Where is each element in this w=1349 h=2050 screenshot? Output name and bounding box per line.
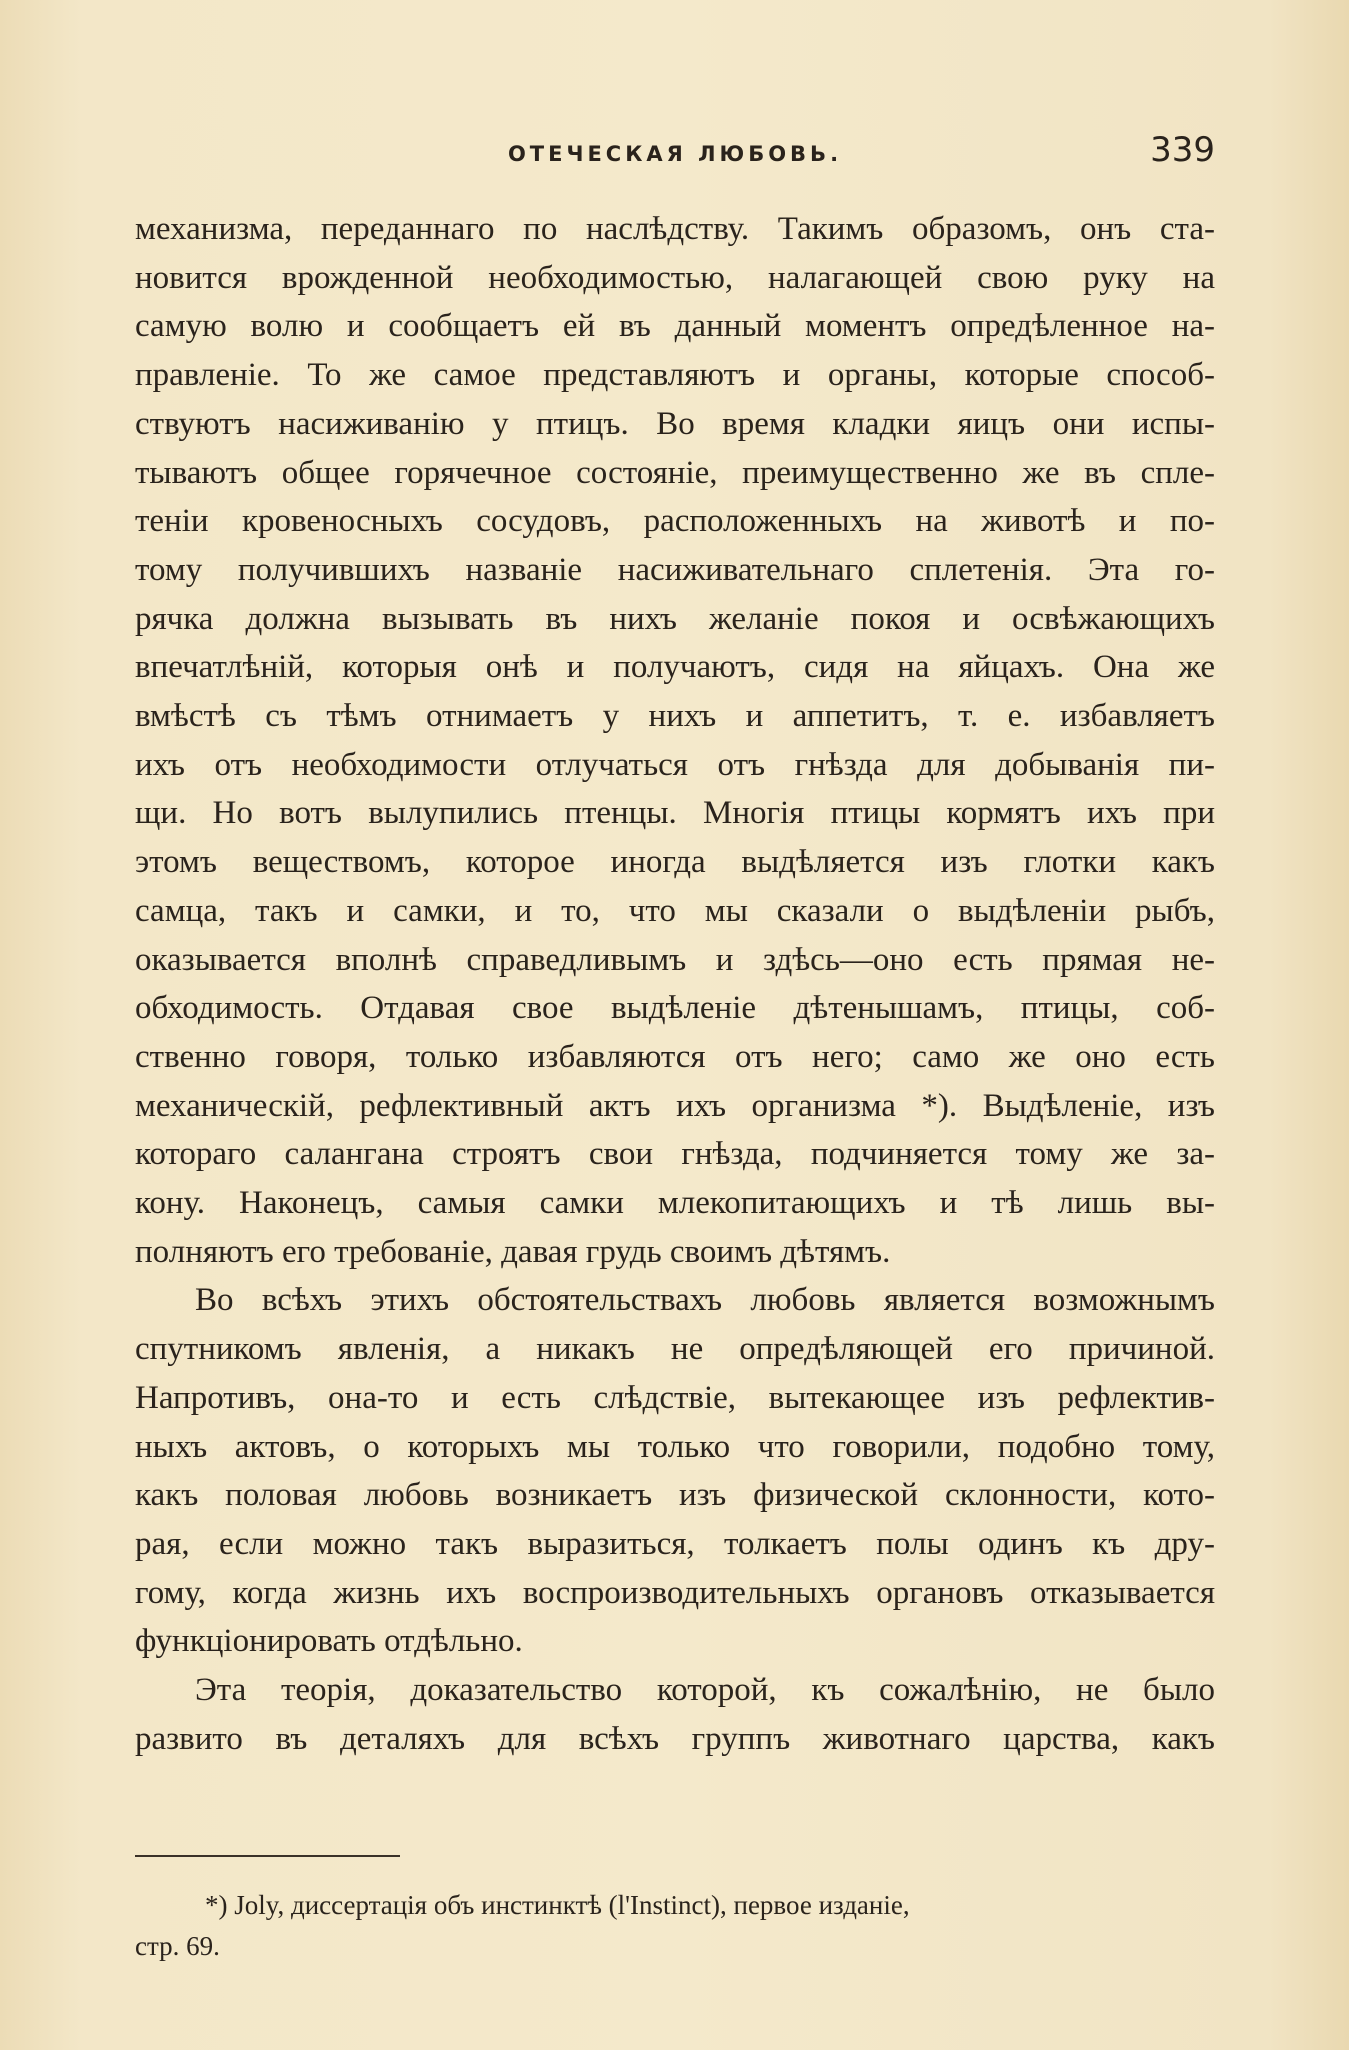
text-line: ныхъ актовъ, о которыхъ мы только что говорили, подобно тому, <box>135 1428 1215 1465</box>
paragraph-2 <box>135 1276 1215 1666</box>
text-line: этомъ веществомъ, которое иногда выдѣляется изъ глотки какъ <box>135 844 1215 881</box>
page-header <box>135 130 1215 180</box>
paragraph-1 <box>135 205 1215 1276</box>
text-line: ихъ отъ необходимости отлучаться отъ гнѣзда для добыванія пи- <box>135 746 1215 783</box>
text-line: вмѣстѣ съ тѣмъ отнимаетъ у нихъ и аппетитъ, т. е. избавляетъ <box>135 698 1215 735</box>
text-line: теніи кровеносныхъ сосудовъ, расположенныхъ на животѣ и по- <box>135 503 1215 540</box>
text-line: функціонировать отдѣльно. <box>135 1623 523 1660</box>
text-line: рая, если можно такъ выразиться, толкаетъ полы одинъ къ дру- <box>135 1525 1215 1562</box>
paragraph-3 <box>135 1666 1215 1763</box>
text-line: правленіе. То же самое представляютъ и органы, которые способ- <box>135 357 1215 394</box>
text-line: спутникомъ явленія, а никакъ не опредѣляющей его причиной. <box>135 1331 1215 1368</box>
text-line: Напротивъ, она-то и есть слѣдствіе, вытекающее изъ рефлектив- <box>135 1379 1215 1416</box>
text-line: тому получившихъ названіе насиживательнаго сплетенія. Эта го- <box>135 551 1215 588</box>
text-line: обходимость. Отдавая свое выдѣленіе дѣтенышамъ, птицы, соб- <box>135 990 1215 1027</box>
text-line: новится врожденной необходимостью, налагающей свою руку на <box>135 259 1215 296</box>
text-line: тываютъ общее горячечное состояніе, преимущественно же въ спле- <box>135 454 1215 491</box>
text-line: полняютъ его требованіе, давая грудь своимъ дѣтямъ. <box>135 1233 891 1270</box>
text-line: щи. Но вотъ вылупились птенцы. Многія птицы кормятъ ихъ при <box>135 795 1215 832</box>
text-line: впечатлѣній, которыя онѣ и получаютъ, сидя на яйцахъ. Она же <box>135 649 1215 686</box>
running-title: ОТЕЧЕСКАЯ ЛЮБОВЬ. <box>507 142 843 166</box>
text-line: гому, когда жизнь ихъ воспроизводительныхъ органовъ отказывается <box>135 1574 1215 1611</box>
text-line: какъ половая любовь возникаетъ изъ физической склонности, кото- <box>135 1477 1215 1514</box>
text-line: кону. Наконецъ, самыя самки млекопитающихъ и тѣ лишь вы- <box>135 1185 1215 1222</box>
text-line: Во всѣхъ этихъ обстоятельствахъ любовь является возможнымъ <box>195 1282 1215 1319</box>
footnote-divider <box>135 1855 400 1857</box>
text-line: рячка должна вызывать въ нихъ желаніе покоя и освѣжающихъ <box>135 600 1215 637</box>
text-line: оказывается вполнѣ справедливымъ и здѣсь—оно есть прямая не- <box>135 941 1215 978</box>
footnote <box>135 1885 1215 1967</box>
text-line: самца, такъ и самки, и то, что мы сказали о выдѣленіи рыбъ, <box>135 892 1215 929</box>
text-line: котораго салангана строятъ свои гнѣзда, подчиняется тому же за- <box>135 1136 1215 1173</box>
text-line: Эта теорія, доказательство которой, къ сожалѣнію, не было <box>195 1672 1215 1709</box>
text-line: развито въ деталяхъ для всѣхъ группъ животнаго царства, какъ <box>135 1720 1215 1757</box>
footnote-line: стр. 69. <box>135 1931 220 1961</box>
footnote-line: *) Joly, диссертація объ инстинктѣ (l'Instinct), первое изданіе, <box>205 1890 910 1920</box>
text-line: ственно говоря, только избавляются отъ него; само же оно есть <box>135 1038 1215 1075</box>
text-line: механизма, переданнаго по наслѣдству. Такимъ образомъ, онъ ста- <box>135 211 1215 247</box>
text-line: механическій, рефлективный актъ ихъ организма *). Выдѣленіе, изъ <box>135 1087 1215 1124</box>
text-line: ствуютъ насиживанію у птицъ. Во время кладки яицъ они испы- <box>135 405 1215 442</box>
body-text <box>135 205 1215 1764</box>
text-line: самую волю и сообщаетъ ей въ данный моментъ опредѣленное на- <box>135 308 1215 345</box>
page-number: 339 <box>1150 130 1215 170</box>
